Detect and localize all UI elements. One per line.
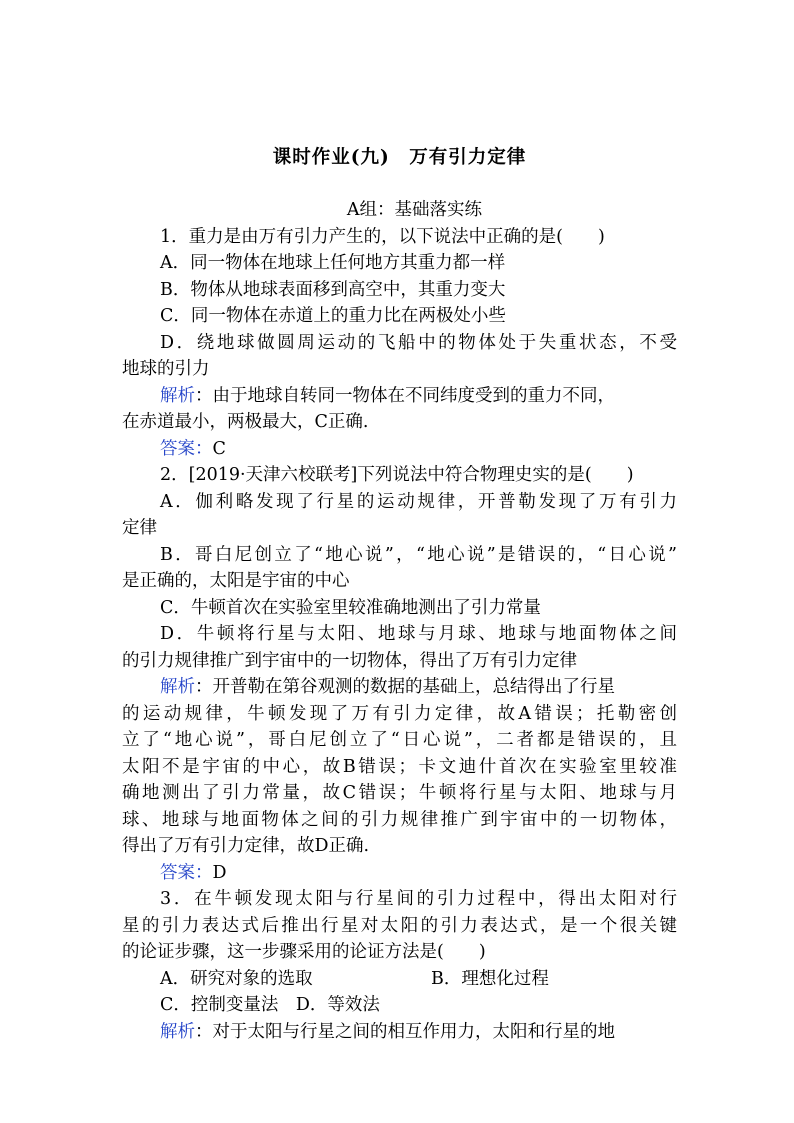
- q2-analysis-line6: 球、地球与地面物体之间的引力规律推广到宇宙中的一切物体，: [122, 809, 677, 830]
- q2-analysis-line3: 立了“地心说”，哥白尼创立了“日心说”，二者都是错误的，且: [122, 730, 677, 750]
- q1-answer: [122, 436, 677, 463]
- q2-option-d-line2: 的引力规律推广到宇宙中的一切物体，得出了万有引力定律: [122, 650, 577, 671]
- answer-value: D: [212, 862, 227, 883]
- q2-option-b-line1: B．哥白尼创立了“地心说”，“地心说”是错误的，“日心说”: [160, 544, 677, 565]
- q2-option-c: C．牛顿首次在实验室里较准确地测出了引力常量: [160, 597, 541, 618]
- q2-analysis-line1: 解析：开普勒在第谷观测的数据的基础上，总结得出了行星: [160, 677, 615, 697]
- analysis-label: 解析: [160, 1021, 195, 1042]
- q1-stem: 1．重力是由万有引力产生的，以下说法中正确的是( ): [160, 226, 605, 247]
- q2-answer: [122, 860, 677, 887]
- q2-option-d-line1: D．牛顿将行星与太阳、地球与月球、地球与地面物体之间: [160, 624, 677, 644]
- q1-option-d-line2: 地球的引力: [122, 359, 210, 379]
- answer-label: 答案：: [160, 438, 213, 459]
- q2-analysis-line5: 确地测出了引力常量，故C错误；牛顿将行星与太阳、地球与月: [122, 783, 677, 803]
- answer-label: 答案：: [160, 862, 213, 883]
- q3-options-row2: C．控制变量法 D．等效法: [160, 995, 380, 1015]
- analysis-label: 解析: [160, 385, 195, 406]
- q3-option-b: B．理想化过程: [431, 968, 549, 989]
- q1-option-b: B．物体从地球表面移到高空中，其重力变大: [160, 279, 506, 300]
- analysis-label: 解析: [160, 677, 195, 697]
- document-page: [122, 145, 677, 1045]
- q2-option-b-line2: 是正确的，太阳是宇宙的中心: [122, 571, 350, 591]
- q1-analysis-line1: 解析：由于地球自转同一物体在不同纬度受到的重力不同，: [160, 385, 615, 406]
- q2-analysis-line7: 得出了万有引力定律，故D正确.: [122, 836, 370, 856]
- section-heading: A组：基础落实练: [346, 200, 483, 220]
- q1-option-c: C．同一物体在赤道上的重力比在两极处小些: [160, 306, 506, 326]
- q3-analysis-line1: 解析：对于太阳与行星之间的相互作用力，太阳和行星的地: [160, 1021, 615, 1042]
- q1-analysis-line2: 在赤道最小，两极最大，C正确.: [122, 412, 369, 432]
- q2-analysis-line4: 太阳不是宇宙的中心，故B错误；卡文迪什首次在实验室里较准: [122, 756, 677, 777]
- q3-stem-line1: 3．在牛顿发现太阳与行星间的引力过程中，得出太阳对行: [160, 889, 677, 909]
- q2-option-a-line2: 定律: [122, 518, 157, 538]
- q2-option-a-line1: A．伽利略发现了行星的运动规律，开普勒发现了万有引力: [160, 491, 677, 512]
- page-title: 课时作业(九) 万有引力定律: [272, 147, 527, 168]
- q3-options-row1: [122, 966, 677, 993]
- q2-stem: 2．[2019·天津六校联考]下列说法中符合物理史实的是( ): [160, 465, 634, 485]
- q2-analysis-line2: 的运动规律，牛顿发现了万有引力定律，故A错误；托勒密创: [122, 703, 677, 724]
- q3-stem-line2: 星的引力表达式后推出行星对太阳的引力表达式，是一个很关键: [122, 915, 677, 936]
- q3-option-a: A．研究对象的选取: [160, 968, 313, 989]
- answer-value: C: [212, 438, 226, 459]
- q3-stem-line3: 的论证步骤，这一步骤采用的论证方法是( ): [122, 942, 486, 962]
- q1-option-d-line1: D．绕地球做圆周运动的飞船中的物体处于失重状态，不受: [160, 332, 677, 353]
- q1-option-a: A．同一物体在地球上任何地方其重力都一样: [160, 253, 506, 273]
